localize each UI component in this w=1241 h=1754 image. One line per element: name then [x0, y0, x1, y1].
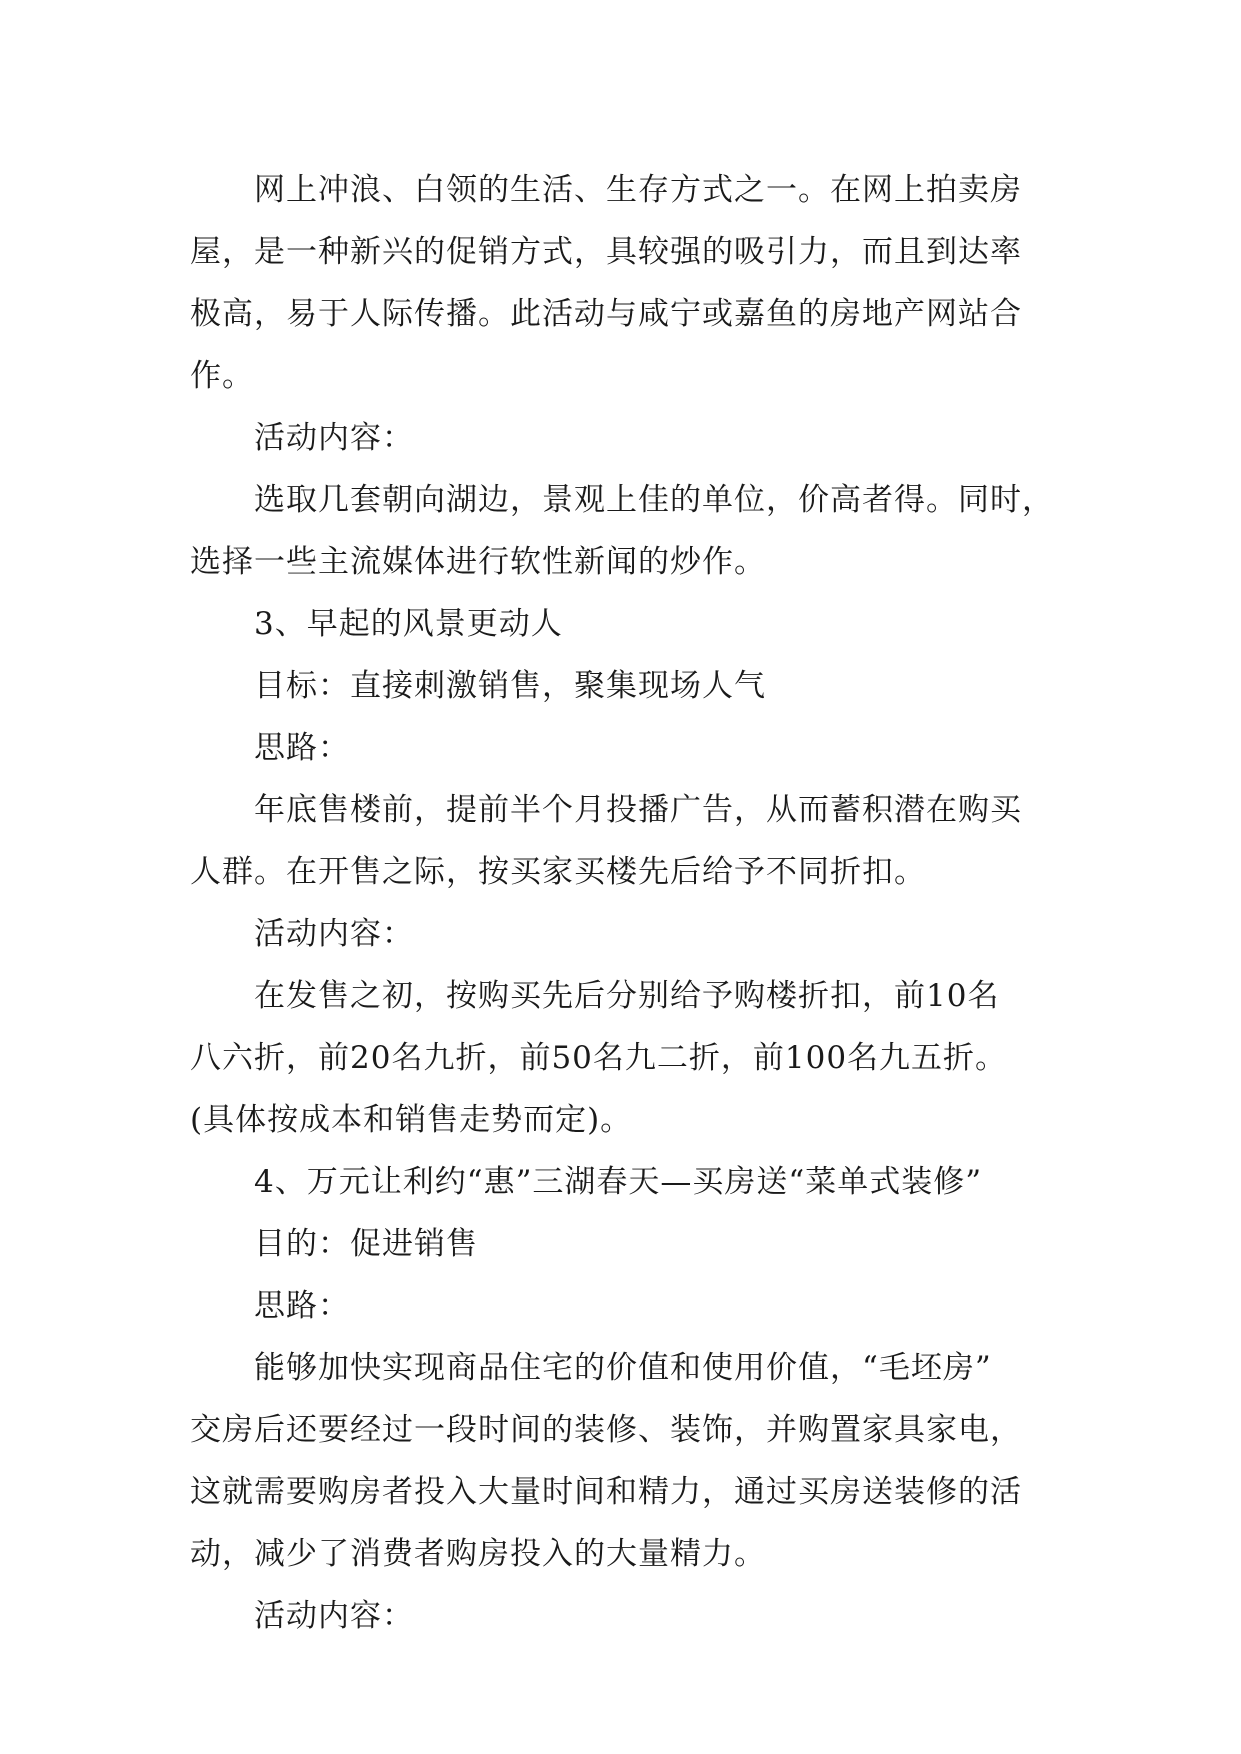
section-heading: 活动内容： — [254, 1598, 414, 1634]
paragraph-line: 能够加快实现商品住宅的价值和使用价值，“毛坯房” — [254, 1350, 992, 1386]
paragraph-line: 目标：直接刺激销售，聚集现场人气 — [254, 668, 766, 704]
paragraph-line: 极高，易于人际传播。此活动与咸宁或嘉鱼的房地产网站合 — [190, 296, 1022, 332]
paragraph-line: 年底售楼前，提前半个月投播广告，从而蓄积潜在购买 — [254, 792, 1022, 828]
paragraph-line: 八六折，前20名九折，前50名九二折，前100名九五折。 — [190, 1040, 1008, 1076]
paragraph-line: (具体按成本和销售走势而定)。 — [190, 1102, 633, 1138]
paragraph-line: 选取几套朝向湖边，景观上佳的单位，价高者得。同时， — [254, 482, 1054, 518]
section-heading: 思路： — [254, 1288, 350, 1324]
paragraph-line: 作。 — [190, 358, 254, 394]
paragraph-line: 在发售之初，按购买先后分别给予购楼折扣，前10名 — [254, 978, 1000, 1014]
section-heading: 思路： — [254, 730, 350, 766]
section-heading: 4、万元让利约“惠”三湖春天—买房送“菜单式装修” — [254, 1164, 983, 1200]
paragraph-line: 目的：促进销售 — [254, 1226, 478, 1262]
paragraph-line: 交房后还要经过一段时间的装修、装饰，并购置家具家电， — [190, 1412, 1022, 1448]
paragraph-line: 选择一些主流媒体进行软性新闻的炒作。 — [190, 544, 766, 580]
section-heading: 活动内容： — [254, 420, 414, 456]
paragraph-line: 屋，是一种新兴的促销方式，具较强的吸引力，而且到达率 — [190, 234, 1022, 270]
paragraph-line: 人群。在开售之际，按买家买楼先后给予不同折扣。 — [190, 854, 926, 890]
section-heading: 3、早起的风景更动人 — [254, 606, 563, 642]
section-heading: 活动内容： — [254, 916, 414, 952]
paragraph-line: 这就需要购房者投入大量时间和精力，通过买房送装修的活 — [190, 1474, 1022, 1510]
paragraph-line: 动，减少了消费者购房投入的大量精力。 — [190, 1536, 766, 1572]
paragraph-line: 网上冲浪、白领的生活、生存方式之一。在网上拍卖房 — [254, 172, 1022, 208]
document-body — [190, 159, 1070, 1647]
